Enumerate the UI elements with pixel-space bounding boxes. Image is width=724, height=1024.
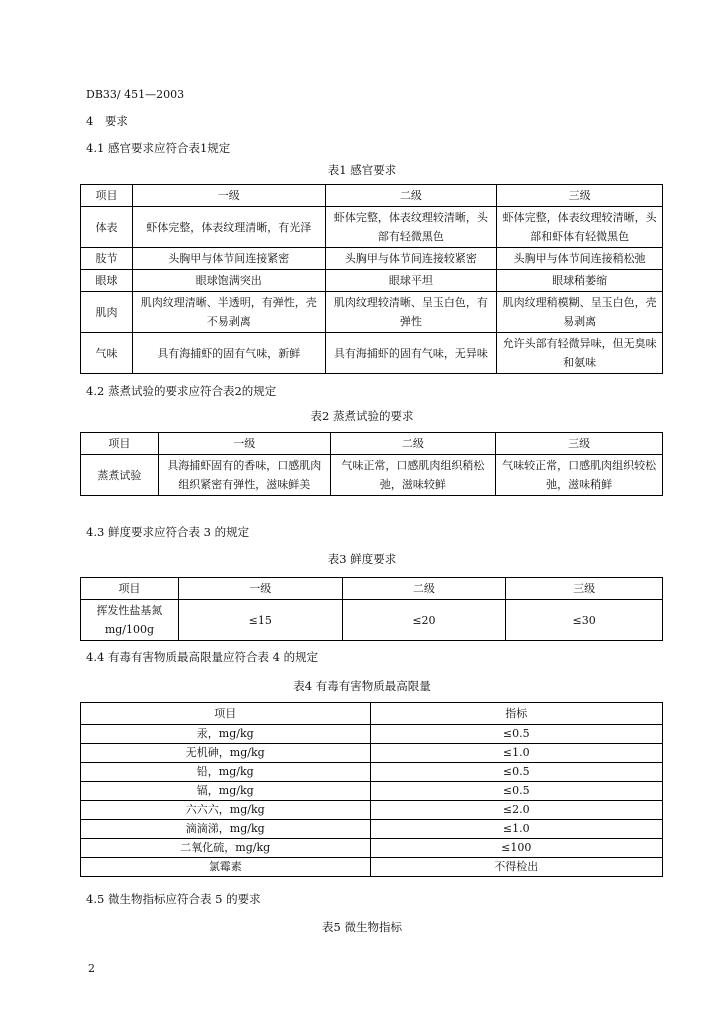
table-row — [81, 858, 663, 877]
table-row — [81, 839, 663, 858]
table-row — [81, 333, 663, 374]
limit-cell: ≤1.0 — [370, 820, 663, 839]
table-row — [81, 725, 663, 744]
grade2-cell: 头胸甲与体节间连接较紧密 — [325, 248, 497, 270]
grade3-cell: 允许头部有轻微异味，但无臭味和氨味 — [497, 333, 663, 374]
table4-caption: 表4 有毒有害物质最高限量 — [293, 679, 431, 693]
section-4-4: 4.4 有毒有害物质最高限量应符合表 4 的规定 — [86, 650, 319, 664]
header-cell: 项目 — [81, 703, 371, 725]
grade2-cell: 具有海捕虾的固有气味，无异味 — [325, 333, 497, 374]
header-cell: 项目 — [81, 578, 179, 600]
table-header-row — [81, 703, 663, 725]
header-cell: 三级 — [497, 185, 663, 207]
header-cell: 项目 — [81, 433, 159, 455]
grade3-cell: 虾体完整，体表纹理较清晰，头部和虾体有轻微黑色 — [497, 207, 663, 248]
item-cell: 铅，mg/kg — [81, 763, 371, 782]
grade1-cell: 眼球饱满突出 — [132, 270, 325, 292]
section-4-heading: 4 要求 — [86, 114, 128, 128]
grade3-cell: 气味较正常，口感肌肉组织较松弛，滋味稍鲜 — [496, 455, 663, 496]
table-row — [81, 600, 663, 641]
table-row — [81, 292, 663, 333]
table3-caption: 表3 鲜度要求 — [327, 552, 397, 566]
table-row — [81, 744, 663, 763]
table1-caption: 表1 感官要求 — [327, 163, 397, 177]
limit-cell: ≤0.5 — [370, 763, 663, 782]
table-row — [81, 248, 663, 270]
grade1-cell: 肌肉纹理清晰、半透明，有弹性，壳不易剥离 — [132, 292, 325, 333]
standard-code: DB33/ 451—2003 — [86, 88, 185, 101]
section-4-1: 4.1 感官要求应符合表1规定 — [86, 141, 231, 155]
table-row — [81, 455, 663, 496]
grade2-cell: 气味正常，口感肌肉组织稍松弛，滋味较鲜 — [330, 455, 496, 496]
item-cell: 挥发性盐基氮mg/100g — [81, 600, 179, 641]
grade2-cell: ≤20 — [342, 600, 506, 641]
item-cell: 六六六，mg/kg — [81, 801, 371, 820]
item-cell: 肌肉 — [81, 292, 133, 333]
table-row — [81, 820, 663, 839]
grade1-cell: 虾体完整，体表纹理清晰，有光泽 — [132, 207, 325, 248]
table-header-row — [81, 433, 663, 455]
header-cell: 二级 — [325, 185, 497, 207]
item-cell: 二氧化硫，mg/kg — [81, 839, 371, 858]
header-cell: 三级 — [506, 578, 663, 600]
grade3-cell: 眼球稍萎缩 — [497, 270, 663, 292]
header-cell: 项目 — [81, 185, 133, 207]
table-row — [81, 782, 663, 801]
table-cooking-test — [80, 432, 663, 496]
section-4-3: 4.3 鲜度要求应符合表 3 的规定 — [86, 525, 250, 539]
table5-caption: 表5 微生物指标 — [322, 920, 402, 934]
item-cell: 无机砷，mg/kg — [81, 744, 371, 763]
grade3-cell: ≤30 — [506, 600, 663, 641]
item-cell: 滴滴涕，mg/kg — [81, 820, 371, 839]
header-cell: 一级 — [132, 185, 325, 207]
grade2-cell: 眼球平坦 — [325, 270, 497, 292]
item-cell: 氯霉素 — [81, 858, 371, 877]
header-cell: 三级 — [496, 433, 663, 455]
grade2-cell: 肌肉纹理较清晰、呈玉白色，有弹性 — [325, 292, 497, 333]
item-cell: 蒸煮试验 — [81, 455, 159, 496]
table-header-row — [81, 578, 663, 600]
grade2-cell: 虾体完整，体表纹理较清晰，头部有轻微黑色 — [325, 207, 497, 248]
grade1-cell: 具有海捕虾的固有气味，新鲜 — [132, 333, 325, 374]
item-cell: 眼球 — [81, 270, 133, 292]
grade3-cell: 肌肉纹理稍模糊、呈玉白色，壳易剥离 — [497, 292, 663, 333]
limit-cell: ≤1.0 — [370, 744, 663, 763]
header-cell: 指标 — [370, 703, 663, 725]
grade1-cell: ≤15 — [178, 600, 342, 641]
limit-cell: ≤100 — [370, 839, 663, 858]
section-4-5: 4.5 微生物指标应符合表 5 的要求 — [86, 892, 261, 906]
limit-cell: ≤2.0 — [370, 801, 663, 820]
header-cell: 二级 — [342, 578, 506, 600]
limit-cell: ≤0.5 — [370, 725, 663, 744]
item-cell: 体表 — [81, 207, 133, 248]
item-cell: 气味 — [81, 333, 133, 374]
grade3-cell: 头胸甲与体节间连接稍松弛 — [497, 248, 663, 270]
page-number: 2 — [88, 962, 95, 975]
table-freshness — [80, 577, 663, 641]
limit-cell: 不得检出 — [370, 858, 663, 877]
grade1-cell: 头胸甲与体节间连接紧密 — [132, 248, 325, 270]
table-row — [81, 763, 663, 782]
grade1-cell: 具海捕虾固有的香味，口感肌肉组织紧密有弹性，滋味鲜美 — [158, 455, 330, 496]
table-header-row — [81, 185, 663, 207]
item-cell: 肢节 — [81, 248, 133, 270]
limit-cell: ≤0.5 — [370, 782, 663, 801]
header-cell: 一级 — [178, 578, 342, 600]
table-row — [81, 270, 663, 292]
table-sensory-requirements — [80, 184, 663, 374]
table-row — [81, 801, 663, 820]
table2-caption: 表2 蒸煮试验的要求 — [310, 409, 414, 423]
section-4-2: 4.2 蒸煮试验的要求应符合表2的规定 — [86, 384, 277, 398]
header-cell: 二级 — [330, 433, 496, 455]
item-cell: 汞，mg/kg — [81, 725, 371, 744]
header-cell: 一级 — [158, 433, 330, 455]
table-row — [81, 207, 663, 248]
item-cell: 镉，mg/kg — [81, 782, 371, 801]
table-toxic-limits — [80, 702, 663, 877]
